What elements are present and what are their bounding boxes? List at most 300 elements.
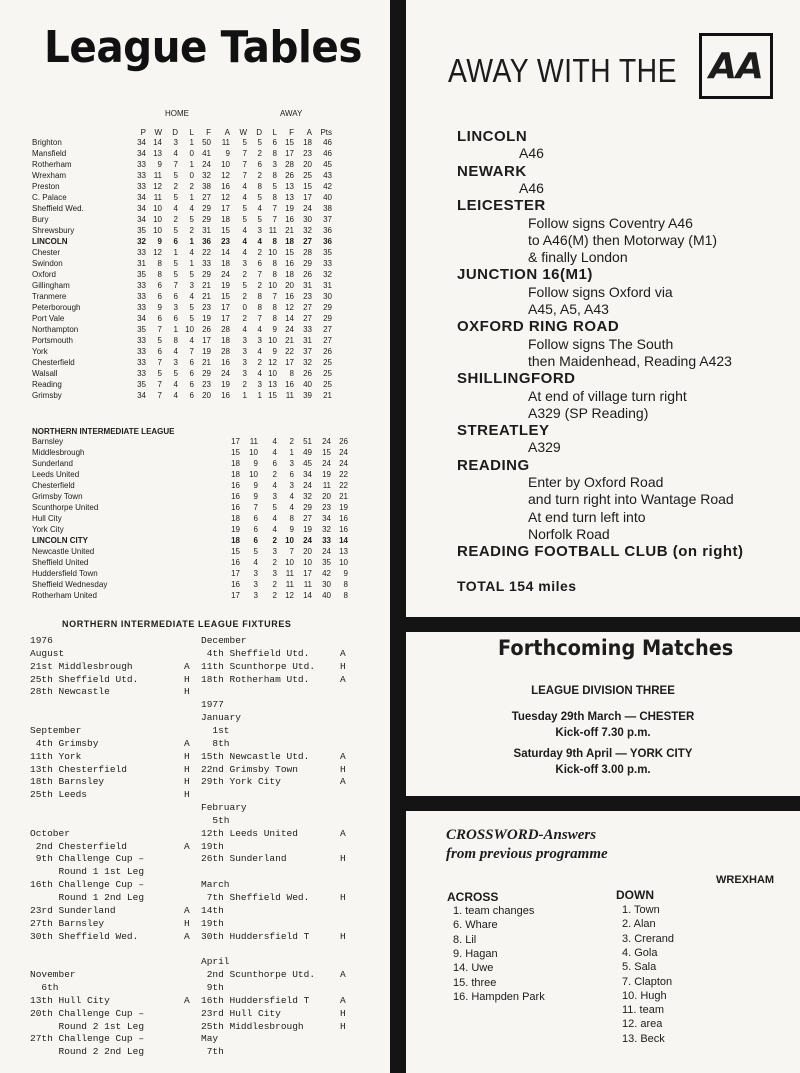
table-cell: 21 <box>339 492 348 501</box>
table-cell: 24 <box>221 270 230 279</box>
table-cell: 9 <box>343 569 348 578</box>
crossword-across <box>447 890 545 1003</box>
across-answer: 15. three <box>453 976 497 989</box>
route-place: READING <box>457 456 530 474</box>
table-cell: 33 <box>137 182 146 191</box>
team-name: C. Palace <box>32 193 67 202</box>
table-cell: 6 <box>157 292 162 301</box>
table-cell: 25 <box>303 171 312 180</box>
table-cell: 3 <box>242 347 247 356</box>
fixture-venue: H <box>184 673 190 685</box>
table-cell: 34 <box>137 391 146 400</box>
fixture-line: 1st <box>201 724 230 736</box>
table-cell: 10 <box>268 369 277 378</box>
table-cell: 8 <box>272 270 277 279</box>
team-name: Preston <box>32 182 60 191</box>
table-cell: 4 <box>257 237 262 246</box>
table-cell: 2 <box>242 314 247 323</box>
table-cell: 6 <box>253 514 258 523</box>
table-cell: 14 <box>285 314 294 323</box>
table-cell: 6 <box>189 380 194 389</box>
table-cell: 8 <box>272 171 277 180</box>
down-answer: 2. Alan <box>622 918 656 931</box>
table-cell: 11 <box>285 580 294 589</box>
table-row <box>32 379 372 390</box>
table-cell: 3 <box>272 569 277 578</box>
fixture-line: 27th Challenge Cup – <box>30 1033 145 1045</box>
table-cell: 12 <box>268 358 277 367</box>
section-divider <box>390 796 800 811</box>
table-cell: 32 <box>303 226 312 235</box>
team-name: Leeds United <box>32 470 80 479</box>
table-cell: 4 <box>289 492 294 501</box>
team-name: York City <box>32 525 64 534</box>
column-header: Pts <box>320 128 332 137</box>
route-place: NEWARK <box>457 162 527 180</box>
table-cell: 16 <box>231 558 240 567</box>
table-cell: 11 <box>303 580 312 589</box>
table-cell: 4 <box>257 204 262 213</box>
fixture-line: 4th Grimsby <box>30 737 99 749</box>
table-cell: 7 <box>173 160 178 169</box>
table-cell: 19 <box>303 525 312 534</box>
fixture-line: January <box>201 712 241 724</box>
table-cell: 4 <box>272 437 277 446</box>
table-cell: 30 <box>323 292 332 301</box>
table-cell: 16 <box>285 380 294 389</box>
table-cell: 10 <box>285 536 294 545</box>
table-cell: 21 <box>202 281 211 290</box>
table-cell: 5 <box>189 303 194 312</box>
table-cell: 10 <box>153 215 162 224</box>
table-cell: 36 <box>323 226 332 235</box>
table-cell: 2 <box>257 171 262 180</box>
table-cell: 4 <box>173 391 178 400</box>
table-cell: 8 <box>272 303 277 312</box>
table-cell: 33 <box>322 536 331 545</box>
table-cell: 31 <box>303 281 312 290</box>
table-cell: 30 <box>322 580 331 589</box>
table-cell: 2 <box>257 281 262 290</box>
table-cell: 23 <box>322 503 331 512</box>
fixture-line: 1977 <box>201 699 224 711</box>
fixture-line: 19th <box>201 840 224 852</box>
table-cell: 6 <box>253 536 258 545</box>
table-cell: 18 <box>221 215 230 224</box>
fixture-line: 22nd Grimsby Town <box>201 763 298 775</box>
table-cell: 0 <box>189 171 194 180</box>
fixture-line: 6th <box>30 981 59 993</box>
fixture-line: 5th <box>201 814 230 826</box>
table-row <box>32 258 372 269</box>
table-cell: 7 <box>289 547 294 556</box>
table-cell: 1 <box>189 160 194 169</box>
fixture-line: 29th York City <box>201 776 281 788</box>
fixture-line: Round 1 1st Leg <box>30 866 145 878</box>
team-name: Scunthorpe United <box>32 503 99 512</box>
table-cell: 33 <box>137 171 146 180</box>
team-name: Sheffield Wed. <box>32 204 84 213</box>
route-place: LINCOLN <box>457 128 528 145</box>
table-cell: 33 <box>137 303 146 312</box>
route-place: STREATLEY <box>457 422 550 440</box>
table-cell: 34 <box>322 514 331 523</box>
table-cell: 17 <box>285 358 294 367</box>
table-cell: 5 <box>173 369 178 378</box>
column-header: L <box>272 128 277 137</box>
across-answer: 14. Uwe <box>453 962 494 975</box>
route-direction: Follow signs Coventry A46 <box>528 214 693 231</box>
table-cell: 15 <box>285 248 294 257</box>
down-answer: 1. Town <box>622 904 660 916</box>
team-name: Walsall <box>32 369 58 378</box>
fixture-line: March <box>201 879 230 891</box>
table-cell: 12 <box>221 193 230 202</box>
table-cell: 7 <box>189 347 194 356</box>
table-cell: 31 <box>323 281 332 290</box>
table-cell: 4 <box>189 336 194 345</box>
table-cell: 2 <box>272 558 277 567</box>
table-cell: 4 <box>189 292 194 301</box>
table-cell: 22 <box>202 248 211 257</box>
table-row <box>32 436 372 447</box>
fixture-line: 18th Barnsley <box>30 776 105 788</box>
table-cell: 2 <box>257 358 262 367</box>
table-cell: 32 <box>202 171 211 180</box>
crossword-title-line2: from previous programme <box>446 846 608 862</box>
route-direction: and turn right into Wantage Road <box>528 491 734 508</box>
team-name: Middlesbrough <box>32 448 85 457</box>
fixture-line: 7th <box>201 1046 224 1058</box>
team-name: Chesterfield <box>32 358 75 367</box>
table-cell: 7 <box>157 380 162 389</box>
fixture-line: 11th Scunthorpe Utd. <box>201 660 316 672</box>
fixture-venue: A <box>184 930 190 942</box>
table-cell: 19 <box>221 281 230 290</box>
table-cell: 24 <box>221 369 230 378</box>
table-cell: 33 <box>323 259 332 268</box>
table-cell: 25 <box>323 380 332 389</box>
table-cell: 17 <box>231 591 240 600</box>
team-name: Wrexham <box>32 171 67 180</box>
table-cell: 17 <box>231 437 240 446</box>
table-cell: 5 <box>257 193 262 202</box>
table-cell: 10 <box>268 281 277 290</box>
table-cell: 5 <box>173 193 178 202</box>
table-cell: 4 <box>242 325 247 334</box>
table-cell: 5 <box>242 281 247 290</box>
table-cell: 34 <box>137 314 146 323</box>
table-row <box>32 324 372 335</box>
table-cell: 27 <box>323 336 332 345</box>
table-cell: 0 <box>242 303 247 312</box>
fixture-venue: A <box>340 994 346 1006</box>
table-cell: 5 <box>242 215 247 224</box>
table-cell: 42 <box>323 182 332 191</box>
team-name: Gillingham <box>32 281 70 290</box>
route-direction: A46 <box>519 145 544 162</box>
table-cell: 5 <box>173 259 178 268</box>
fixture-venue: H <box>340 930 346 942</box>
down-answer: 7. Clapton <box>622 975 673 988</box>
table-cell: 27 <box>323 325 332 334</box>
table-cell: 15 <box>221 292 230 301</box>
table-cell: 49 <box>303 448 312 457</box>
table-cell: 29 <box>202 270 211 279</box>
fixture-line: 13th Chesterfield <box>30 763 127 775</box>
table-cell: 14 <box>153 138 162 147</box>
table-cell: 29 <box>303 503 312 512</box>
table-cell: 33 <box>303 325 312 334</box>
table-cell: 35 <box>323 248 332 257</box>
table-cell: 7 <box>257 270 262 279</box>
table-cell: 8 <box>257 182 262 191</box>
column-header: F <box>289 128 294 137</box>
table-cell: 2 <box>173 215 178 224</box>
table-cell: 5 <box>189 314 194 323</box>
table-cell: 5 <box>253 547 258 556</box>
table-cell: 4 <box>242 226 247 235</box>
table-cell: 19 <box>202 347 211 356</box>
fixture-line: 8th <box>201 737 230 749</box>
table-cell: 16 <box>221 358 230 367</box>
table-cell: 10 <box>339 558 348 567</box>
table-cell: 5 <box>257 215 262 224</box>
fixture-line: 1976 <box>30 635 53 646</box>
table-cell: 1 <box>173 325 178 334</box>
crossword-title <box>446 826 608 864</box>
table-cell: 18 <box>303 138 312 147</box>
table-cell: 11 <box>285 569 294 578</box>
table-cell: 2 <box>272 536 277 545</box>
table-cell: 46 <box>323 149 332 158</box>
table-cell: 6 <box>157 281 162 290</box>
team-name: Hull City <box>32 514 62 523</box>
table-cell: 10 <box>268 248 277 257</box>
column-divider <box>390 0 406 1073</box>
table-cell: 7 <box>272 204 277 213</box>
table-cell: 16 <box>231 492 240 501</box>
route-place: OXFORD RING ROAD <box>457 318 620 336</box>
down-answer: 4. Gola <box>622 946 658 959</box>
table-cell: 13 <box>285 193 294 202</box>
fixture-venue: H <box>184 750 190 762</box>
team-name: Tranmere <box>32 292 67 301</box>
table-cell: 18 <box>231 459 240 468</box>
table-cell: 16 <box>285 259 294 268</box>
table-cell: 33 <box>137 160 146 169</box>
table-cell: 46 <box>323 138 332 147</box>
team-name: Port Vale <box>32 314 65 323</box>
fixture-line: 23rd Sunderland <box>30 904 116 916</box>
team-name: Oxford <box>32 270 57 279</box>
table-cell: 4 <box>173 149 178 158</box>
table-row <box>32 170 372 181</box>
table-cell: 4 <box>242 237 247 246</box>
table-cell: 33 <box>137 292 146 301</box>
table-cell: 6 <box>189 391 194 400</box>
table-cell: 32 <box>137 237 146 246</box>
table-cell: 16 <box>285 292 294 301</box>
route-total: TOTAL 154 miles <box>457 578 577 594</box>
table-cell: 4 <box>289 503 294 512</box>
table-cell: 7 <box>173 281 178 290</box>
fixture-line: Round 2 2nd Leg <box>30 1046 145 1058</box>
table-cell: 33 <box>137 248 146 257</box>
table-cell: 4 <box>189 248 194 257</box>
table-cell: 16 <box>221 391 230 400</box>
route-direction: At end of village turn right <box>528 387 687 404</box>
fixture-line: 23rd Hull City <box>201 1007 281 1019</box>
table-cell: 35 <box>137 226 146 235</box>
fixture-line: Round 2 1st Leg <box>30 1020 145 1032</box>
column-header: A <box>224 128 230 137</box>
fixture-venue: H <box>184 686 190 698</box>
fixture-venue: A <box>184 994 190 1006</box>
table-cell: 3 <box>253 569 258 578</box>
table-cell: 29 <box>323 314 332 323</box>
table-cell: 2 <box>242 380 247 389</box>
down-answer: 12. area <box>622 1018 663 1031</box>
table-cell: 35 <box>322 558 331 567</box>
fixture-line: 2nd Chesterfield <box>30 840 127 852</box>
team-name: Rotherham United <box>32 591 97 600</box>
table-cell: 15 <box>231 547 240 556</box>
fixture-venue: A <box>340 750 346 762</box>
fixture-line: 15th Newcastle Utd. <box>201 750 310 762</box>
fixture-venue: H <box>184 917 190 929</box>
table-cell: 21 <box>285 336 294 345</box>
table-cell: 18 <box>231 514 240 523</box>
table-cell: 33 <box>137 281 146 290</box>
table-cell: 39 <box>303 391 312 400</box>
fixture-line: 13th Hull City <box>30 994 110 1006</box>
table-cell: 29 <box>323 303 332 312</box>
team-name: Huddersfield Town <box>32 569 98 578</box>
page-title: League Tables <box>44 22 363 73</box>
table-cell: 12 <box>153 182 162 191</box>
fixture-line: 4th Sheffield Utd. <box>201 647 310 659</box>
table-cell: 1 <box>189 259 194 268</box>
table-row <box>32 192 372 203</box>
table-cell: 9 <box>289 525 294 534</box>
table-cell: 8 <box>272 259 277 268</box>
table-cell: 2 <box>189 182 194 191</box>
table-cell: 6 <box>272 459 277 468</box>
table-cell: 3 <box>173 303 178 312</box>
table-cell: 16 <box>231 580 240 589</box>
table-cell: 24 <box>303 204 312 213</box>
table-cell: 24 <box>322 437 331 446</box>
fixture-line: 11th York <box>30 750 82 762</box>
table-cell: 29 <box>303 259 312 268</box>
across-answer: 8. Lil <box>453 933 477 946</box>
fixture-venue: H <box>184 789 190 801</box>
table-cell: 22 <box>285 347 294 356</box>
fixture-venue: H <box>340 660 346 672</box>
table-cell: 26 <box>202 325 211 334</box>
table-cell: 23 <box>303 149 312 158</box>
down-answer: 3. Crerand <box>622 932 674 945</box>
table-cell: 32 <box>322 525 331 534</box>
table-cell: 4 <box>173 347 178 356</box>
table-cell: 24 <box>303 481 312 490</box>
table-row <box>32 447 372 458</box>
table-cell: 11 <box>249 437 258 446</box>
table-cell: 19 <box>285 204 294 213</box>
table-row <box>32 491 372 502</box>
table-cell: 24 <box>322 547 331 556</box>
fixture-line: 27th Barnsley <box>30 917 105 929</box>
table-cell: 7 <box>242 171 247 180</box>
table-cell: 15 <box>322 448 331 457</box>
table-cell: 36 <box>202 237 211 246</box>
table-cell: 34 <box>137 149 146 158</box>
table-cell: 28 <box>221 347 230 356</box>
table-cell: 11 <box>153 193 162 202</box>
table-cell: 10 <box>221 160 230 169</box>
table-cell: 9 <box>272 347 277 356</box>
route-direction: A46 <box>519 179 544 196</box>
table-cell: 4 <box>257 325 262 334</box>
across-label: ACROSS <box>447 890 499 904</box>
table-cell: 35 <box>137 270 146 279</box>
table-cell: 10 <box>285 558 294 567</box>
column-header: P <box>140 128 146 137</box>
table-row <box>32 346 372 357</box>
fixture-line: Round 1 2nd Leg <box>30 892 145 903</box>
fixture-venue: A <box>340 969 346 981</box>
table-cell: 42 <box>322 569 331 578</box>
across-answer: 6. Whare <box>453 919 498 932</box>
table-cell: 45 <box>303 459 312 468</box>
fixture-line: 19th <box>201 917 224 929</box>
route-direction: to A46(M) then Motorway (M1) <box>528 231 718 248</box>
route-direction: & finally London <box>528 249 628 266</box>
table-cell: 1 <box>189 237 194 246</box>
match-2: Saturday 9th April — YORK CITY <box>513 748 693 760</box>
table-cell: 8 <box>272 149 277 158</box>
team-name: Northampton <box>32 325 79 334</box>
table-row <box>32 513 372 524</box>
table-cell: 5 <box>173 270 178 279</box>
team-name: Brighton <box>32 138 62 147</box>
fixture-line: 30th Sheffield Wed. <box>30 930 139 942</box>
table-cell: 1 <box>242 391 247 400</box>
table-cell: 16 <box>231 481 240 490</box>
table-cell: 15 <box>231 448 240 457</box>
table-cell: 11 <box>268 226 277 235</box>
table-cell: 24 <box>339 448 348 457</box>
table-cell: 4 <box>242 182 247 191</box>
table-cell: 8 <box>289 369 294 378</box>
crossword-title-line1: CROSSWORD-Answers <box>446 827 597 843</box>
table-cell: 20 <box>303 547 312 556</box>
table-cell: 8 <box>343 591 348 600</box>
fixture-line: 2nd Scunthorpe Utd. <box>201 969 316 981</box>
table-cell: 2 <box>272 470 277 479</box>
table-cell: 5 <box>157 369 162 378</box>
table-cell: 14 <box>303 591 312 600</box>
table-cell: 21 <box>285 226 294 235</box>
fixture-line: 25th Middlesbrough <box>201 1020 304 1032</box>
table-cell: 1 <box>173 248 178 257</box>
table-cell: 9 <box>253 492 258 501</box>
table-cell: 7 <box>253 503 258 512</box>
table-cell: 33 <box>137 347 146 356</box>
table-cell: 7 <box>257 314 262 323</box>
table-cell: 18 <box>221 259 230 268</box>
